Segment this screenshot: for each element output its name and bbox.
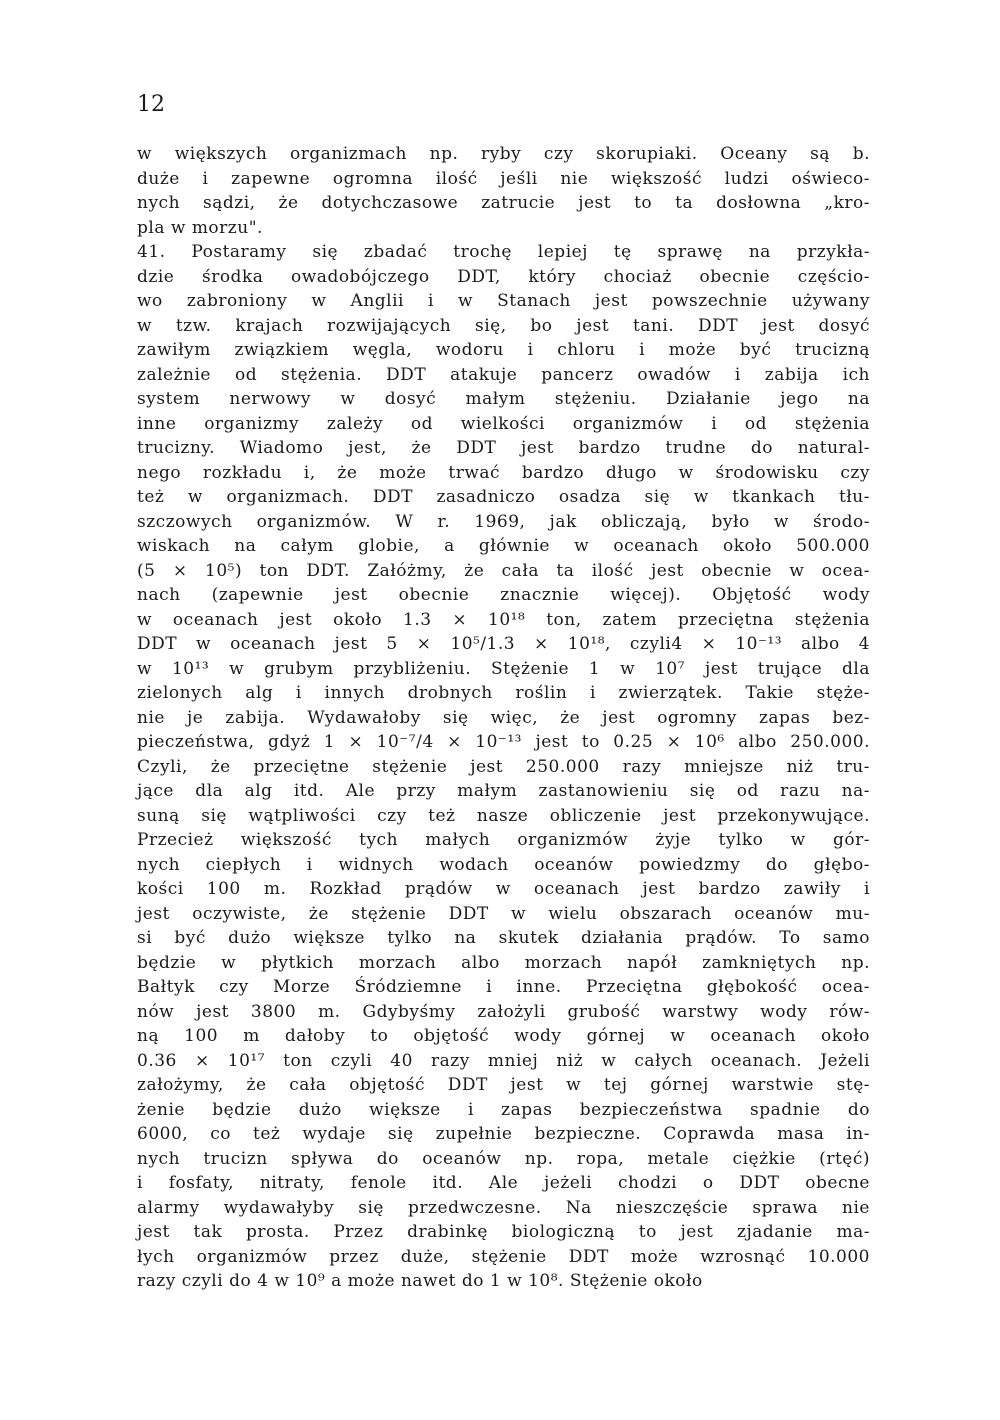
text-line: zielonych alg i innych drobnych roślin i zwierzątek. Takie stęże- bbox=[137, 683, 870, 703]
text-line: inne organizmy zależy od wielkości organizmów i od stężenia bbox=[137, 413, 870, 434]
text-line: 41. Postaramy się zbadać trochę lepiej tę sprawę na przykła- bbox=[137, 242, 870, 262]
text-line: łych organizmów przez duże, stężenie DDT może wzrosnąć 10.000 bbox=[137, 1246, 870, 1267]
text-line: system nerwowy w dosyć małym stężeniu. Działanie jego na bbox=[137, 389, 870, 409]
text-line: duże i zapewne ogromna ilość jeśli nie większość ludzi oświeco- bbox=[137, 168, 870, 189]
text-line: jest tak prosta. Przez drabinkę biologiczną to jest zjadanie ma- bbox=[137, 1222, 870, 1242]
text-line: Przecież większość tych małych organizmów żyje tylko w gór- bbox=[137, 830, 870, 850]
text-line: 0.36 × 10¹⁷ ton czyli 40 razy mniej niż w całych oceanach. Jeżeli bbox=[137, 1050, 870, 1071]
text-line: Czyli, że przeciętne stężenie jest 250.000 razy mniejsze niż tru- bbox=[137, 756, 870, 777]
text-line: kości 100 m. Rozkład prądów w oceanach jest bardzo zawiły i bbox=[137, 879, 870, 899]
text-line: w większych organizmach np. ryby czy skorupiaki. Oceany są b. bbox=[137, 144, 870, 164]
text-line: nych sądzi, że dotychczasowe zatrucie jest to ta dosłowna „kro- bbox=[137, 193, 870, 213]
body-text bbox=[137, 142, 870, 1294]
text-line: dzie środka owadobójczego DDT, który chociaż obecnie częścio- bbox=[137, 266, 870, 287]
text-line: żenie będzie dużo większe i zapas bezpieczeństwa spadnie do bbox=[137, 1099, 870, 1120]
text-line: założymy, że cała objętość DDT jest w tej górnej warstwie stę- bbox=[137, 1075, 870, 1095]
text-line: trucizny. Wiadomo jest, że DDT jest bardzo trudne do natural- bbox=[137, 438, 870, 458]
text-line: nych trucizn spływa do oceanów np. ropa, metale ciężkie (rtęć) bbox=[137, 1148, 870, 1169]
text-line: 6000, co też wydaje się zupełnie bezpieczne. Coprawda masa in- bbox=[137, 1124, 870, 1144]
text-line: zawiłym związkiem węgla, wodoru i chloru i może być trucizną bbox=[137, 340, 870, 360]
text-line: alarmy wydawałyby się przedwczesne. Na nieszczęście sprawa nie bbox=[137, 1197, 870, 1218]
text-line: pieczeństwa, gdyż 1 × 10⁻⁷/4 × 10⁻¹³ jest to 0.25 × 10⁶ albo 250.000. bbox=[137, 732, 870, 752]
text-line: nego rozkładu i, że może trwać bardzo długo w środowisku czy bbox=[137, 462, 870, 483]
paragraph bbox=[137, 142, 870, 240]
paragraph bbox=[137, 240, 870, 1294]
text-line: będzie w płytkich morzach albo morzach napół zamkniętych np. bbox=[137, 952, 870, 973]
text-line: si być dużo większe tylko na skutek działania prądów. To samo bbox=[137, 928, 870, 948]
text-line: (5 × 10⁵) ton DDT. Załóżmy, że cała ta ilość jest obecnie w ocea- bbox=[137, 560, 870, 581]
page-number: 12 bbox=[137, 92, 165, 117]
text-line: ną 100 m dałoby to objętość wody górnej w oceanach około bbox=[137, 1026, 870, 1046]
text-line: w tzw. krajach rozwijających się, bo jest tani. DDT jest dosyć bbox=[137, 315, 870, 336]
text-line: i fosfaty, nitraty, fenole itd. Ale jeżeli chodzi o DDT obecne bbox=[137, 1173, 870, 1193]
text-line: też w organizmach. DDT zasadniczo osadza się w tkankach tłu- bbox=[137, 487, 870, 507]
text-line: jące dla alg itd. Ale przy małym zastanowieniu się od razu na- bbox=[137, 781, 870, 801]
text-line: nach (zapewnie jest obecnie znacznie więcej). Objętość wody bbox=[137, 585, 870, 605]
text-line: suną się wątpliwości czy też nasze obliczenie jest przekonywujące. bbox=[137, 805, 870, 826]
text-line: nych ciepłych i widnych wodach oceanów powiedzmy do głębo- bbox=[137, 854, 870, 875]
text-line: w oceanach jest około 1.3 × 10¹⁸ ton, zatem przeciętna stężenia bbox=[137, 609, 870, 630]
text-line: jest oczywiste, że stężenie DDT w wielu obszarach oceanów mu- bbox=[137, 903, 870, 924]
text-line: Bałtyk czy Morze Śródziemne i inne. Przeciętna głębokość ocea- bbox=[137, 977, 870, 997]
text-line: pla w morzu". bbox=[137, 217, 263, 238]
text-line: nie je zabija. Wydawałoby się więc, że jest ogromny zapas bez- bbox=[137, 707, 870, 728]
text-line: DDT w oceanach jest 5 × 10⁵/1.3 × 10¹⁸, czyli4 × 10⁻¹³ albo 4 bbox=[137, 634, 870, 654]
text-line: w 10¹³ w grubym przybliżeniu. Stężenie 1 w 10⁷ jest trujące dla bbox=[137, 658, 870, 679]
text-line: razy czyli do 4 w 10⁹ a może nawet do 1 w 10⁸. Stężenie około bbox=[137, 1271, 703, 1291]
text-line: nów jest 3800 m. Gdybyśmy założyli grubość warstwy wody rów- bbox=[137, 1001, 870, 1022]
text-line: szczowych organizmów. W r. 1969, jak obliczają, było w środo- bbox=[137, 511, 870, 532]
text-line: wiskach na całym globie, a głównie w oceanach około 500.000 bbox=[137, 536, 870, 556]
text-line: zależnie od stężenia. DDT atakuje pancerz owadów i zabija ich bbox=[137, 364, 870, 385]
text-line: wo zabroniony w Anglii i w Stanach jest powszechnie używany bbox=[137, 291, 870, 311]
